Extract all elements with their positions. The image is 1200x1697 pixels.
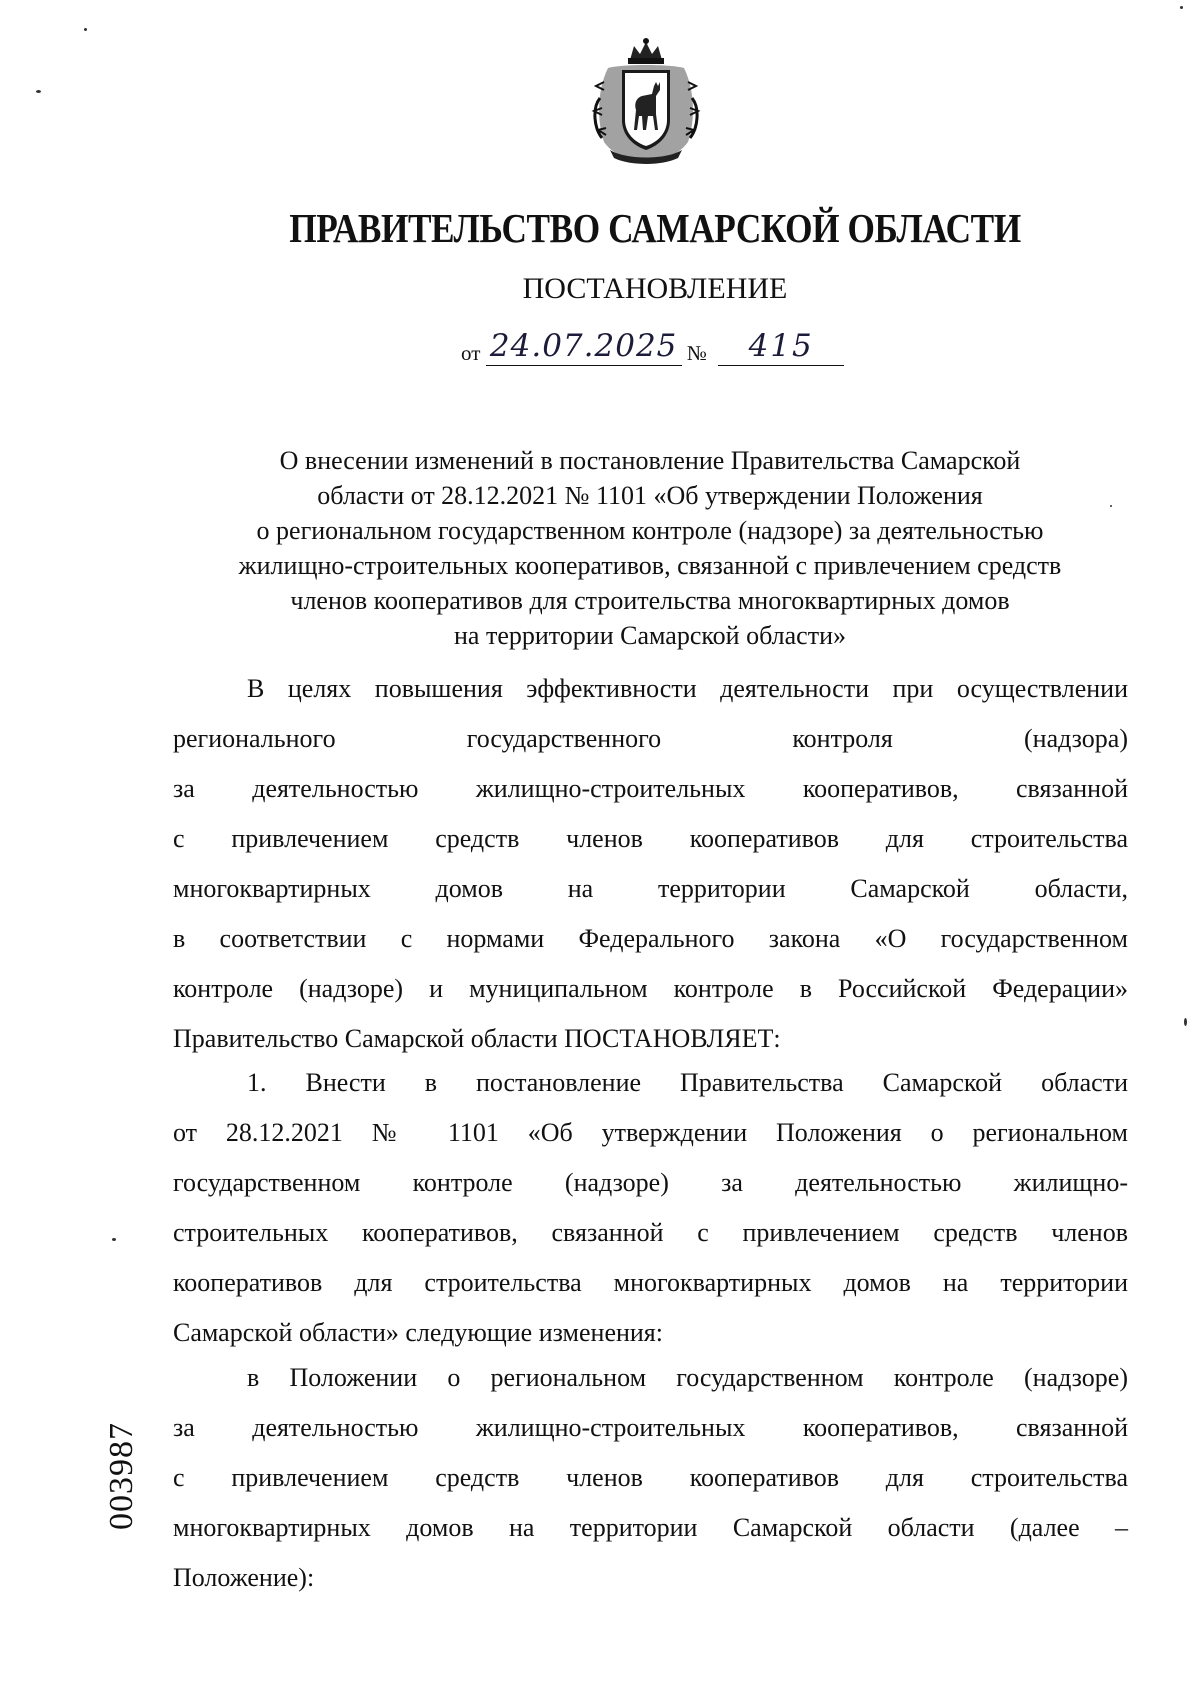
number-prefix: № (686, 341, 707, 365)
samara-coat-of-arms-icon (590, 38, 702, 166)
text-line: государственном контроле (надзоре) за деятельностью жилищно- (173, 1168, 1128, 1197)
serial-number: 003987 (103, 1422, 140, 1530)
scan-speck (112, 1238, 116, 1241)
text-line: с привлечением средств членов кооперативов для строительства (173, 824, 1128, 853)
text-line: В целях повышения эффективности деятельности при осуществлении (247, 674, 1128, 703)
text-line: Положение): (173, 1563, 315, 1592)
text-line: регионального государственного контроля (надзора) (173, 724, 1128, 753)
subject-line: О внесении изменений в постановление Правительства Самарской (279, 446, 1021, 475)
subject-line: членов кооперативов для строительства многоквартирных домов (290, 586, 1010, 615)
subject-line: на территории Самарской области» (454, 621, 846, 650)
date-prefix: от (461, 341, 481, 365)
document-subject (180, 443, 1120, 653)
text-line: кооперативов для строительства многоквартирных домов на территории (173, 1268, 1128, 1297)
text-line: Правительство Самарской области ПОСТАНОВЛЯЕТ: (173, 1024, 781, 1053)
scan-speck (1180, 6, 1183, 9)
text-line: в соответствии с нормами Федерального закона «О государственном (173, 924, 1128, 953)
document-number: 415 (718, 327, 844, 366)
text-line: строительных кооперативов, связанной с привлечением средств членов (173, 1218, 1128, 1247)
text-line: в Положении о региональном государственном контроле (надзоре) (247, 1363, 1128, 1392)
text-line: многоквартирных домов на территории Самарской области (далее – (173, 1513, 1128, 1542)
text-line: Самарской области» следующие изменения: (173, 1318, 663, 1347)
preamble-paragraph (173, 664, 1128, 1064)
text-line: за деятельностью жилищно-строительных кооперативов, связанной (173, 1413, 1128, 1442)
scan-speck (1184, 1018, 1187, 1026)
regulation-paragraph (173, 1353, 1128, 1603)
date-number-line (461, 327, 844, 367)
text-line: от 28.12.2021 № 1101 «Об утверждении Положения о региональном (173, 1118, 1128, 1147)
document-date: 24.07.2025 (486, 327, 682, 366)
subject-line: жилищно-строительных кооперативов, связанной с привлечением средств (238, 551, 1062, 580)
text-line: контроле (надзоре) и муниципальном контроле в Российской Федерации» (173, 974, 1128, 1003)
subject-line: области от 28.12.2021 № 1101 «Об утверждении Положения (317, 481, 983, 510)
text-line: за деятельностью жилищно-строительных кооперативов, связанной (173, 774, 1128, 803)
text-line: многоквартирных домов на территории Самарской области, (173, 874, 1128, 903)
scan-speck (84, 28, 87, 31)
scan-speck (1110, 505, 1112, 507)
document-type: ПОСТАНОВЛЕНИЕ (522, 272, 788, 305)
text-line: 1. Внести в постановление Правительства Самарской области (247, 1068, 1128, 1097)
government-title: ПРАВИТЕЛЬСТВО САМАРСКОЙ ОБЛАСТИ (289, 205, 1021, 251)
subject-line: о региональном государственном контроле (надзоре) за деятельностью (256, 516, 1044, 545)
scan-speck (36, 90, 41, 93)
clause-1-paragraph (173, 1058, 1128, 1358)
text-line: с привлечением средств членов кооперативов для строительства (173, 1463, 1128, 1492)
